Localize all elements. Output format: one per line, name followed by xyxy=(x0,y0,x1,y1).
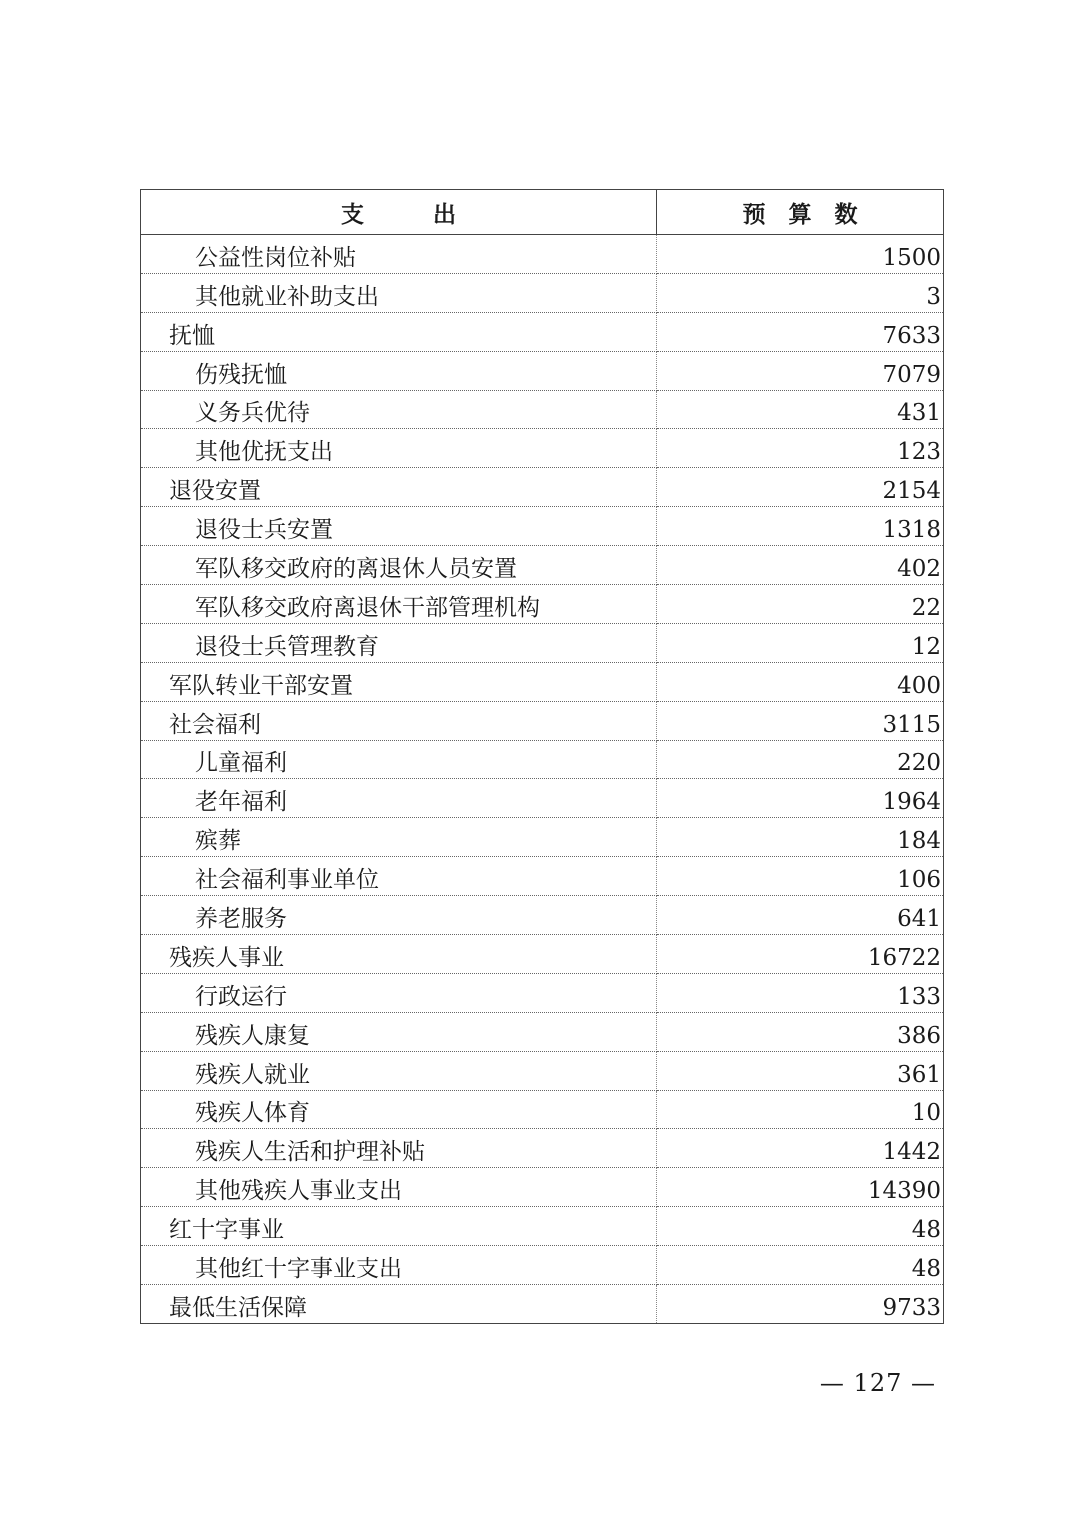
row-item-name: 其他就业补助支出 xyxy=(141,273,657,312)
table-body xyxy=(141,235,944,1324)
row-item-name: 最低生活保障 xyxy=(141,1285,657,1324)
row-item-name: 退役士兵管理教育 xyxy=(141,623,657,662)
table-row xyxy=(141,468,944,507)
table-row xyxy=(141,935,944,974)
row-item-name: 其他优抚支出 xyxy=(141,429,657,468)
table-row xyxy=(141,779,944,818)
row-item-amount: 1500 xyxy=(657,235,944,274)
row-item-amount: 1964 xyxy=(657,779,944,818)
row-item-amount: 3 xyxy=(657,273,944,312)
table-row xyxy=(141,546,944,585)
row-item-amount: 9733 xyxy=(657,1285,944,1324)
table-row xyxy=(141,351,944,390)
row-item-amount: 12 xyxy=(657,623,944,662)
table-row xyxy=(141,1246,944,1285)
row-item-amount: 14390 xyxy=(657,1168,944,1207)
row-item-name: 残疾人生活和护理补贴 xyxy=(141,1129,657,1168)
table-row xyxy=(141,701,944,740)
row-item-amount: 123 xyxy=(657,429,944,468)
table-row xyxy=(141,818,944,857)
row-item-amount: 10 xyxy=(657,1090,944,1129)
table-row xyxy=(141,1129,944,1168)
row-item-name: 老年福利 xyxy=(141,779,657,818)
table-row xyxy=(141,390,944,429)
row-item-name: 残疾人康复 xyxy=(141,1012,657,1051)
row-item-name: 儿童福利 xyxy=(141,740,657,779)
row-item-amount: 22 xyxy=(657,585,944,624)
row-item-amount: 400 xyxy=(657,662,944,701)
row-item-name: 残疾人事业 xyxy=(141,935,657,974)
row-item-name: 军队移交政府的离退休人员安置 xyxy=(141,546,657,585)
table-row xyxy=(141,973,944,1012)
row-item-amount: 16722 xyxy=(657,935,944,974)
row-item-amount: 361 xyxy=(657,1051,944,1090)
table-row xyxy=(141,1090,944,1129)
row-item-amount: 48 xyxy=(657,1207,944,1246)
row-item-amount: 220 xyxy=(657,740,944,779)
row-item-name: 军队转业干部安置 xyxy=(141,662,657,701)
table-row xyxy=(141,429,944,468)
table-row xyxy=(141,1285,944,1324)
table-row xyxy=(141,585,944,624)
row-item-name: 抚恤 xyxy=(141,312,657,351)
row-item-name: 红十字事业 xyxy=(141,1207,657,1246)
page-number: — 127 — xyxy=(819,1369,936,1397)
header-budget: 预 算 数 xyxy=(657,190,944,235)
row-item-amount: 431 xyxy=(657,390,944,429)
row-item-amount: 402 xyxy=(657,546,944,585)
row-item-amount: 184 xyxy=(657,818,944,857)
table-row xyxy=(141,662,944,701)
table-row xyxy=(141,273,944,312)
row-item-amount: 3115 xyxy=(657,701,944,740)
row-item-name: 其他残疾人事业支出 xyxy=(141,1168,657,1207)
row-item-amount: 133 xyxy=(657,973,944,1012)
row-item-amount: 2154 xyxy=(657,468,944,507)
table-row xyxy=(141,857,944,896)
row-item-name: 殡葬 xyxy=(141,818,657,857)
row-item-amount: 386 xyxy=(657,1012,944,1051)
row-item-name: 社会福利 xyxy=(141,701,657,740)
table-header-row xyxy=(141,190,944,235)
row-item-name: 退役士兵安置 xyxy=(141,507,657,546)
row-item-amount: 7633 xyxy=(657,312,944,351)
table-row xyxy=(141,896,944,935)
row-item-name: 残疾人就业 xyxy=(141,1051,657,1090)
table-row xyxy=(141,740,944,779)
header-expense: 支 出 xyxy=(141,190,657,235)
table-row xyxy=(141,235,944,274)
row-item-name: 残疾人体育 xyxy=(141,1090,657,1129)
row-item-amount: 1318 xyxy=(657,507,944,546)
row-item-name: 义务兵优待 xyxy=(141,390,657,429)
row-item-amount: 48 xyxy=(657,1246,944,1285)
row-item-amount: 1442 xyxy=(657,1129,944,1168)
row-item-amount: 641 xyxy=(657,896,944,935)
table-row xyxy=(141,507,944,546)
table-row xyxy=(141,623,944,662)
table-row xyxy=(141,312,944,351)
table-row xyxy=(141,1168,944,1207)
row-item-amount: 7079 xyxy=(657,351,944,390)
row-item-name: 行政运行 xyxy=(141,973,657,1012)
row-item-amount: 106 xyxy=(657,857,944,896)
row-item-name: 其他红十字事业支出 xyxy=(141,1246,657,1285)
table-row xyxy=(141,1051,944,1090)
row-item-name: 军队移交政府离退休干部管理机构 xyxy=(141,585,657,624)
row-item-name: 公益性岗位补贴 xyxy=(141,235,657,274)
table-row xyxy=(141,1012,944,1051)
row-item-name: 伤残抚恤 xyxy=(141,351,657,390)
table-row xyxy=(141,1207,944,1246)
row-item-name: 退役安置 xyxy=(141,468,657,507)
row-item-name: 养老服务 xyxy=(141,896,657,935)
budget-table xyxy=(140,189,944,1324)
row-item-name: 社会福利事业单位 xyxy=(141,857,657,896)
